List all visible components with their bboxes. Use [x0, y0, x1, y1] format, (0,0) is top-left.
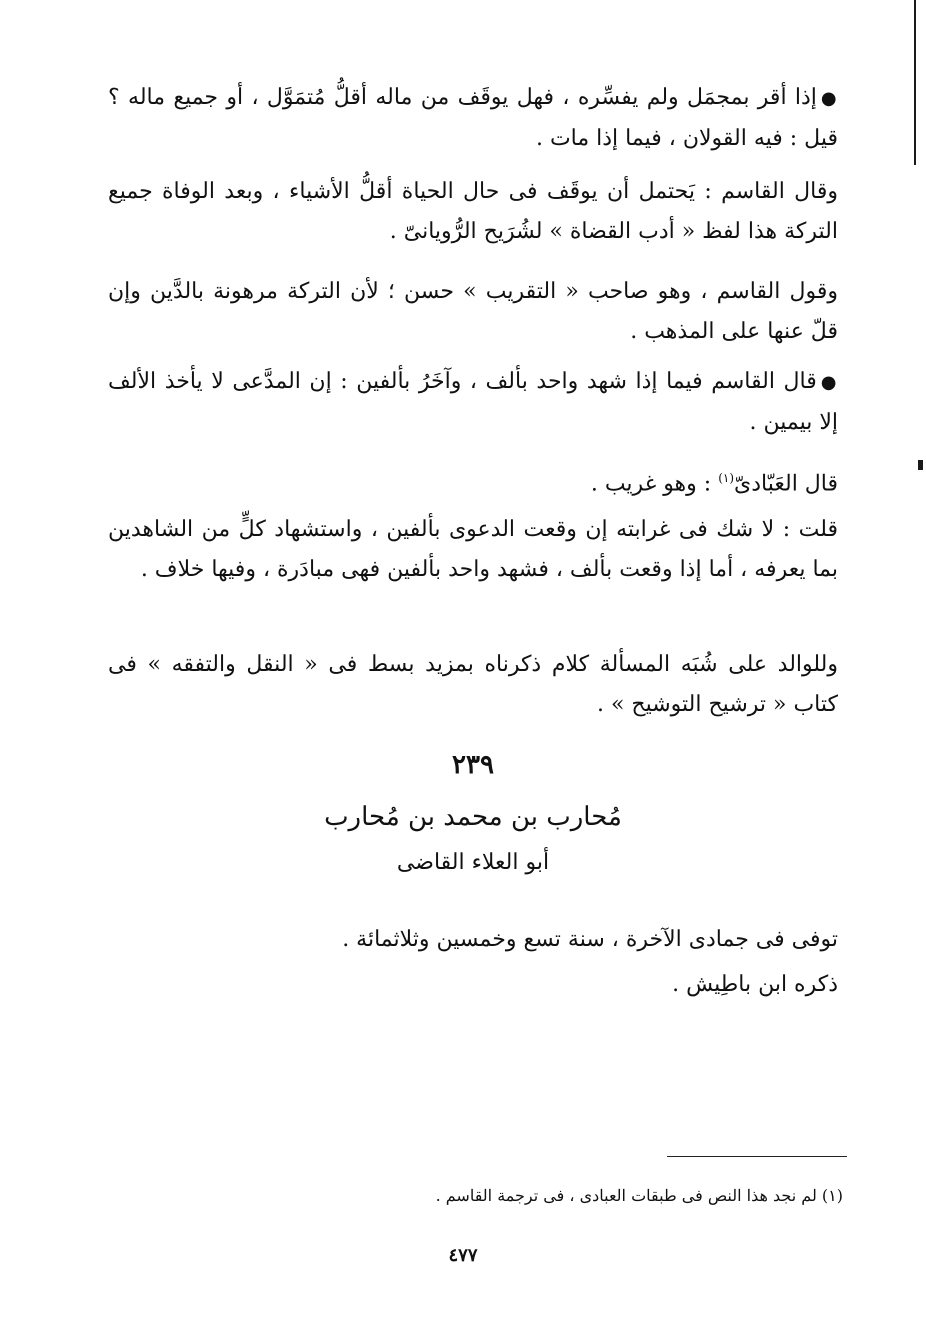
scan-mark	[918, 460, 923, 470]
footnote-1: (١) لم نجد هذا النص فى طبقات العبادى ، فى ترجمة القاسم .	[435, 1186, 843, 1205]
paragraph-3: وقول القاسم ، وهو صاحب « التقريب » حسن ؛ لأن التركة مرهونة بالدَّين وإن قلّ عنها على المذهب .	[108, 279, 838, 344]
entry-source: ذكره ابن باطِيش .	[672, 972, 838, 997]
paragraph-4	[108, 362, 838, 443]
page-number: ٤٧٧	[448, 1245, 478, 1266]
paragraph-5	[108, 458, 838, 504]
entry-number: ٢٣٩	[452, 750, 494, 780]
paragraph-1-text: إذا أقر بمجمَل ولم يفسِّره ، فهل يوقَف من ماله أقلُّ مُتمَوَّل ، أو جميع ماله ؟ قيل : فيه القولان ، فيما إذا مات .	[108, 85, 838, 151]
entry-name: مُحارب بن محمد بن مُحارب	[324, 802, 622, 832]
paragraph-7: وللوالد على شُبَه المسألة كلام ذكرناه بمزيد بسط فى « النقل والتفقه » فى كتاب « ترشيح التوشيح » .	[108, 652, 838, 717]
paragraph-5-tail: : وهو غريب .	[590, 471, 719, 497]
paragraph-1	[108, 78, 838, 159]
paragraph-4-text: قال القاسم فيما إذا شهد واحد بألف ، وآخَرُ بألفين : إن المدَّعى لا يأخذ الألف إلا بيمين .	[108, 369, 838, 435]
footnote-divider	[667, 1156, 847, 1157]
footnote-marker: (١)	[718, 471, 735, 485]
paragraph-6: قلت : لا شك فى غرابته إن وقعت الدعوى بألفين ، واستشهاد كلٍّ من الشاهدين بما يعرفه ، أما إذا وقعت بألف ، فشهد واحد بألفين فهى مبادَرة ، وفيها خلاف .	[108, 517, 838, 582]
scan-edge-line	[914, 0, 916, 165]
paragraph-5-text: قال العَبّادىّ	[734, 471, 838, 497]
entry-kunya: أبو العلاء القاضى	[396, 850, 550, 875]
entry-death-date: توفى فى جمادى الآخرة ، سنة تسع وخمسين وثلاثمائة .	[342, 927, 838, 952]
bullet-icon: ●	[820, 88, 838, 109]
paragraph-2: وقال القاسم : يَحتمل أن يوقَف فى حال الحياة أقلُّ الأشياء ، وبعد الوفاة جميع التركة هذا لفظ « أدب القضاة » لشُرَيح الرُّويانىّ .	[108, 179, 838, 244]
bullet-icon: ●	[820, 372, 838, 393]
